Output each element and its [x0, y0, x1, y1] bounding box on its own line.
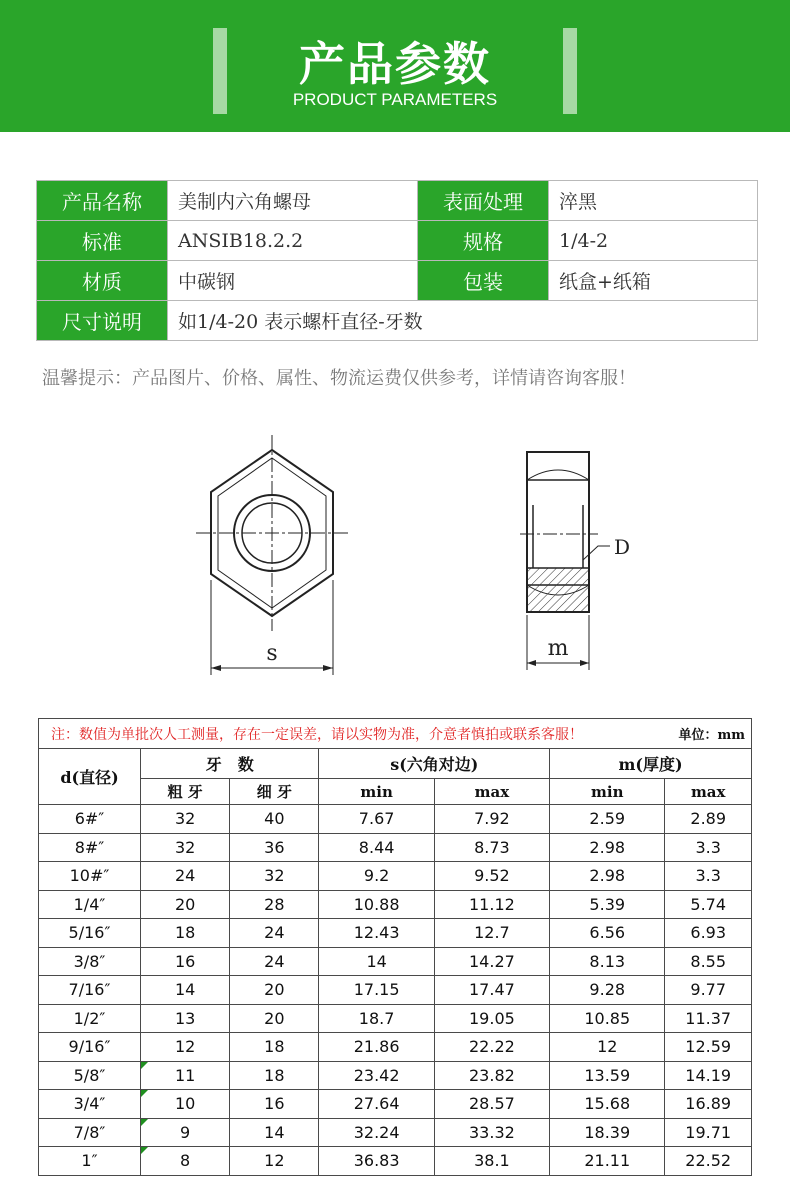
- cell-mmax: 2.89: [665, 805, 752, 834]
- col-header-s: s(六角对边): [319, 749, 550, 779]
- cell-smax: 19.05: [434, 1004, 549, 1033]
- cell-smax: 12.7: [434, 919, 549, 948]
- table-row: [39, 919, 752, 948]
- cell-mmin: 2.59: [550, 805, 665, 834]
- cell-coarse: 14: [141, 976, 230, 1005]
- cell-smin: 32.24: [319, 1118, 434, 1147]
- table-subheader-row: [39, 779, 752, 805]
- cell-coarse: 9: [141, 1118, 230, 1147]
- cell-smin: 8.44: [319, 833, 434, 862]
- cell-mmin: 18.39: [550, 1118, 665, 1147]
- spec-value: 美制内六角螺母: [168, 181, 418, 221]
- cell-smax: 28.57: [434, 1090, 549, 1119]
- cell-fine: 40: [230, 805, 319, 834]
- cell-d: 9/16″: [39, 1033, 141, 1062]
- cell-coarse: 24: [141, 862, 230, 891]
- cell-fine: 20: [230, 1004, 319, 1033]
- table-unit: 单位：mm: [665, 719, 752, 749]
- cell-mmin: 2.98: [550, 833, 665, 862]
- subheader-m-max: max: [665, 779, 752, 805]
- dimension-m-label: m: [547, 636, 569, 661]
- banner-subtitle: PRODUCT PARAMETERS: [292, 90, 498, 109]
- cell-smax: 11.12: [434, 890, 549, 919]
- col-header-d: d(直径): [39, 749, 141, 805]
- cell-d: 1/4″: [39, 890, 141, 919]
- dimension-d-label: D: [614, 535, 631, 559]
- cell-mmin: 12: [550, 1033, 665, 1062]
- subheader-coarse: 粗 牙: [141, 779, 230, 805]
- cell-mmax: 6.93: [665, 919, 752, 948]
- cell-mmin: 13.59: [550, 1061, 665, 1090]
- cell-fine: 14: [230, 1118, 319, 1147]
- table-row: [39, 1033, 752, 1062]
- cell-coarse: 11: [141, 1061, 230, 1090]
- notice-text: 温馨提示：产品图片、价格、属性、物流运费仅供参考，详情请咨询客服！: [42, 368, 636, 389]
- table-note-row: [39, 719, 752, 749]
- cell-mmin: 21.11: [550, 1147, 665, 1176]
- spec-key: 产品名称: [37, 181, 168, 221]
- cell-smax: 17.47: [434, 976, 549, 1005]
- table-row: [39, 1090, 752, 1119]
- spec-key: 规格: [418, 221, 549, 261]
- cell-smin: 7.67: [319, 805, 434, 834]
- spec-value: 纸盒+纸箱: [549, 261, 758, 301]
- subheader-s-min: min: [319, 779, 434, 805]
- cell-d: 3/8″: [39, 947, 141, 976]
- cell-d: 1″: [39, 1147, 141, 1176]
- cell-d: 6#″: [39, 805, 141, 834]
- cell-fine: 36: [230, 833, 319, 862]
- cell-fine: 16: [230, 1090, 319, 1119]
- cell-fine: 18: [230, 1033, 319, 1062]
- cell-mmin: 6.56: [550, 919, 665, 948]
- cell-coarse: 8: [141, 1147, 230, 1176]
- cell-smin: 12.43: [319, 919, 434, 948]
- cell-d: 10#″: [39, 862, 141, 891]
- cell-mmax: 11.37: [665, 1004, 752, 1033]
- nut-technical-drawing: [0, 420, 790, 700]
- spec-key: 材质: [37, 261, 168, 301]
- spec-row: [37, 181, 758, 221]
- cell-d: 7/16″: [39, 976, 141, 1005]
- cell-d: 1/2″: [39, 1004, 141, 1033]
- spec-value: 淬黑: [549, 181, 758, 221]
- cell-d: 3/4″: [39, 1090, 141, 1119]
- cell-mmax: 8.55: [665, 947, 752, 976]
- table-body: [39, 805, 752, 1176]
- cell-mmax: 12.59: [665, 1033, 752, 1062]
- cell-mmin: 9.28: [550, 976, 665, 1005]
- spec-key: 表面处理: [418, 181, 549, 221]
- cell-smin: 36.83: [319, 1147, 434, 1176]
- cell-smin: 10.88: [319, 890, 434, 919]
- spec-table: [36, 180, 758, 341]
- cell-coarse: 32: [141, 833, 230, 862]
- cell-mmin: 2.98: [550, 862, 665, 891]
- cell-smin: 9.2: [319, 862, 434, 891]
- cell-fine: 20: [230, 976, 319, 1005]
- table-header-row: [39, 749, 752, 779]
- cell-coarse: 16: [141, 947, 230, 976]
- subheader-s-max: max: [434, 779, 549, 805]
- cell-smin: 27.64: [319, 1090, 434, 1119]
- dimension-table: [38, 718, 752, 1176]
- cell-smin: 17.15: [319, 976, 434, 1005]
- spec-row: [37, 221, 758, 261]
- table-row: [39, 862, 752, 891]
- table-row: [39, 1061, 752, 1090]
- banner-title: 产品参数: [299, 37, 491, 91]
- header-banner: [0, 0, 790, 132]
- table-row: [39, 947, 752, 976]
- cell-mmin: 10.85: [550, 1004, 665, 1033]
- subheader-m-min: min: [550, 779, 665, 805]
- cell-mmax: 9.77: [665, 976, 752, 1005]
- cell-fine: 18: [230, 1061, 319, 1090]
- dimension-s-label: s: [266, 641, 278, 666]
- cell-coarse: 20: [141, 890, 230, 919]
- table-row: [39, 1118, 752, 1147]
- cell-mmin: 8.13: [550, 947, 665, 976]
- cell-smax: 38.1: [434, 1147, 549, 1176]
- cell-smin: 18.7: [319, 1004, 434, 1033]
- cell-coarse: 32: [141, 805, 230, 834]
- table-row: [39, 833, 752, 862]
- cell-mmax: 14.19: [665, 1061, 752, 1090]
- cell-mmax: 5.74: [665, 890, 752, 919]
- col-header-thread: 牙 数: [141, 749, 319, 779]
- table-note: 注：数值为单批次人工测量，存在一定误差，请以实物为准，介意者慎拍或联系客服！: [39, 719, 665, 749]
- col-header-m: m(厚度): [550, 749, 752, 779]
- cell-smin: 21.86: [319, 1033, 434, 1062]
- subheader-fine: 细 牙: [230, 779, 319, 805]
- table-row: [39, 890, 752, 919]
- table-row: [39, 1147, 752, 1176]
- cell-smax: 33.32: [434, 1118, 549, 1147]
- nut-top-view: [196, 435, 348, 675]
- cell-coarse: 12: [141, 1033, 230, 1062]
- spec-key: 标准: [37, 221, 168, 261]
- cell-smax: 7.92: [434, 805, 549, 834]
- spec-key: 包装: [418, 261, 549, 301]
- cell-smax: 22.22: [434, 1033, 549, 1062]
- spec-value: 1/4-2: [549, 221, 758, 261]
- cell-smin: 14: [319, 947, 434, 976]
- cell-smax: 8.73: [434, 833, 549, 862]
- cell-fine: 24: [230, 919, 319, 948]
- cell-coarse: 10: [141, 1090, 230, 1119]
- cell-mmin: 5.39: [550, 890, 665, 919]
- spec-row: [37, 301, 758, 341]
- spec-value: 中碳钢: [168, 261, 418, 301]
- cell-mmax: 3.3: [665, 833, 752, 862]
- cell-d: 7/8″: [39, 1118, 141, 1147]
- cell-d: 5/16″: [39, 919, 141, 948]
- spec-value: ANSIB18.2.2: [168, 221, 418, 261]
- cell-mmax: 19.71: [665, 1118, 752, 1147]
- cell-d: 8#″: [39, 833, 141, 862]
- cell-coarse: 18: [141, 919, 230, 948]
- cell-mmax: 3.3: [665, 862, 752, 891]
- table-row: [39, 1004, 752, 1033]
- cell-coarse: 13: [141, 1004, 230, 1033]
- cell-fine: 12: [230, 1147, 319, 1176]
- cell-fine: 32: [230, 862, 319, 891]
- spec-key: 尺寸说明: [37, 301, 168, 341]
- table-row: [39, 805, 752, 834]
- cell-mmin: 15.68: [550, 1090, 665, 1119]
- spec-row: [37, 261, 758, 301]
- cell-smin: 23.42: [319, 1061, 434, 1090]
- table-row: [39, 976, 752, 1005]
- cell-fine: 28: [230, 890, 319, 919]
- cell-fine: 24: [230, 947, 319, 976]
- cell-mmax: 16.89: [665, 1090, 752, 1119]
- cell-smax: 14.27: [434, 947, 549, 976]
- cell-d: 5/8″: [39, 1061, 141, 1090]
- cell-smax: 23.82: [434, 1061, 549, 1090]
- spec-value: 如1/4-20 表示螺杆直径-牙数: [168, 301, 758, 341]
- cell-mmax: 22.52: [665, 1147, 752, 1176]
- cell-smax: 9.52: [434, 862, 549, 891]
